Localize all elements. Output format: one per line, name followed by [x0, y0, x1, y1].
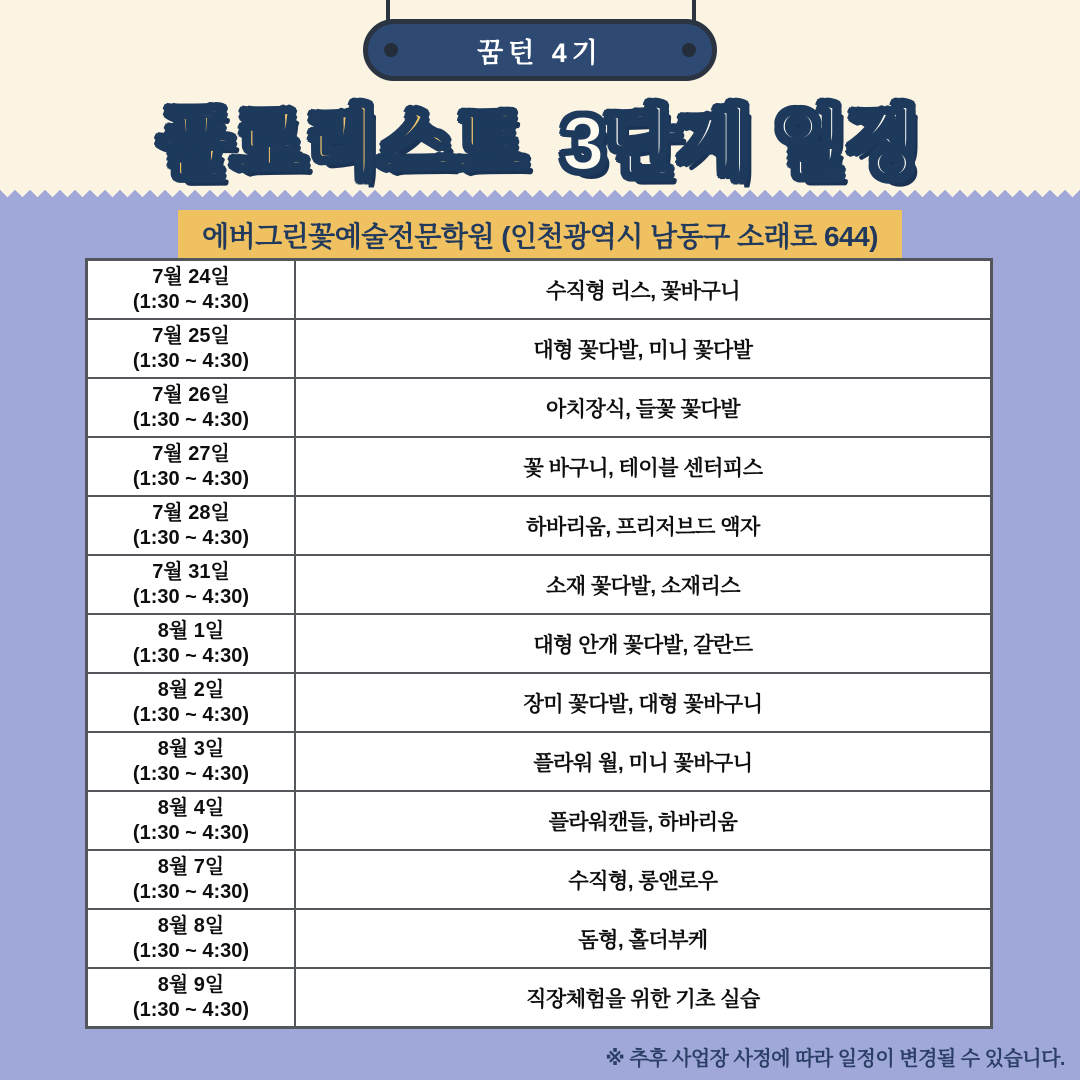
content-cell: 장미 꽃다발, 대형 꽃바구니	[295, 673, 992, 732]
date-cell	[87, 437, 296, 496]
table-row	[87, 673, 992, 732]
table-row	[87, 968, 992, 1028]
content-cell: 수직형, 롱앤로우	[295, 850, 992, 909]
table-row	[87, 437, 992, 496]
content-cell: 수직형 리스, 꽃바구니	[295, 260, 992, 320]
content-cell: 소재 꽃다발, 소재리스	[295, 555, 992, 614]
date-cell	[87, 555, 296, 614]
date-label: 7월 26일	[152, 384, 230, 407]
time-label: (1:30 ~ 4:30)	[132, 762, 250, 785]
date-label: 7월 28일	[152, 502, 230, 525]
table-row	[87, 909, 992, 968]
page-title	[0, 84, 1080, 191]
time-label: (1:30 ~ 4:30)	[132, 349, 250, 372]
footer-note: ※ 추후 사업장 사정에 따라 일정이 변경될 수 있습니다.	[605, 1048, 1065, 1070]
table-row	[87, 732, 992, 791]
date-cell	[87, 850, 296, 909]
date-label: 8월 1일	[157, 620, 225, 643]
title-rest: 3단계 일정	[562, 101, 921, 185]
time-label: (1:30 ~ 4:30)	[132, 467, 250, 490]
time-label: (1:30 ~ 4:30)	[132, 408, 250, 431]
table-row	[87, 496, 992, 555]
table-row	[87, 614, 992, 673]
schedule-table-body	[87, 260, 992, 1028]
date-label: 7월 31일	[152, 561, 230, 584]
date-label: 8월 8일	[157, 915, 225, 938]
cohort-badge	[363, 19, 717, 81]
time-label: (1:30 ~ 4:30)	[132, 290, 250, 313]
time-label: (1:30 ~ 4:30)	[132, 526, 250, 549]
cohort-badge-label: 꿈턴 4기	[477, 37, 603, 68]
date-cell	[87, 732, 296, 791]
table-row	[87, 260, 992, 320]
time-label: (1:30 ~ 4:30)	[132, 644, 250, 667]
content-cell: 꽃 바구니, 테이블 센터피스	[295, 437, 992, 496]
zigzag-divider	[0, 190, 1080, 205]
content-cell: 대형 꽃다발, 미니 꽃다발	[295, 319, 992, 378]
schedule-table	[85, 258, 993, 1029]
time-label: (1:30 ~ 4:30)	[132, 998, 250, 1021]
time-label: (1:30 ~ 4:30)	[132, 821, 250, 844]
table-row	[87, 378, 992, 437]
content-cell: 대형 안개 꽃다발, 갈란드	[295, 614, 992, 673]
content-cell: 플라워 월, 미니 꽃바구니	[295, 732, 992, 791]
date-cell	[87, 319, 296, 378]
date-label: 8월 9일	[157, 974, 225, 997]
date-label: 8월 3일	[157, 738, 225, 761]
location-banner: 에버그린꽃예술전문학원 (인천광역시 남동구 소래로 644)	[178, 210, 902, 260]
table-row	[87, 791, 992, 850]
date-label: 8월 2일	[157, 679, 225, 702]
date-cell	[87, 909, 296, 968]
date-cell	[87, 614, 296, 673]
table-row	[87, 555, 992, 614]
badge-pin-right-icon	[682, 43, 696, 57]
date-label: 8월 7일	[157, 856, 225, 879]
content-cell: 아치장식, 들꽃 꽃다발	[295, 378, 992, 437]
time-label: (1:30 ~ 4:30)	[132, 939, 250, 962]
date-cell	[87, 496, 296, 555]
content-cell: 돔형, 홀더부케	[295, 909, 992, 968]
date-label: 7월 27일	[152, 443, 230, 466]
content-cell: 플라워캔들, 하바리움	[295, 791, 992, 850]
content-cell: 하바리움, 프리저브드 액자	[295, 496, 992, 555]
date-cell	[87, 260, 296, 320]
content-cell: 직장체험을 위한 기초 실습	[295, 968, 992, 1028]
badge-pin-left-icon	[384, 43, 398, 57]
location-banner-row	[0, 210, 1080, 260]
table-row	[87, 850, 992, 909]
date-cell	[87, 791, 296, 850]
time-label: (1:30 ~ 4:30)	[132, 880, 250, 903]
date-cell	[87, 968, 296, 1028]
date-label: 8월 4일	[157, 797, 225, 820]
time-label: (1:30 ~ 4:30)	[132, 703, 250, 726]
date-label: 7월 24일	[152, 266, 230, 289]
time-label: (1:30 ~ 4:30)	[132, 585, 250, 608]
table-row	[87, 319, 992, 378]
date-cell	[87, 673, 296, 732]
date-cell	[87, 378, 296, 437]
date-label: 7월 25일	[152, 325, 230, 348]
title-highlight: 플로리스트	[159, 101, 527, 185]
